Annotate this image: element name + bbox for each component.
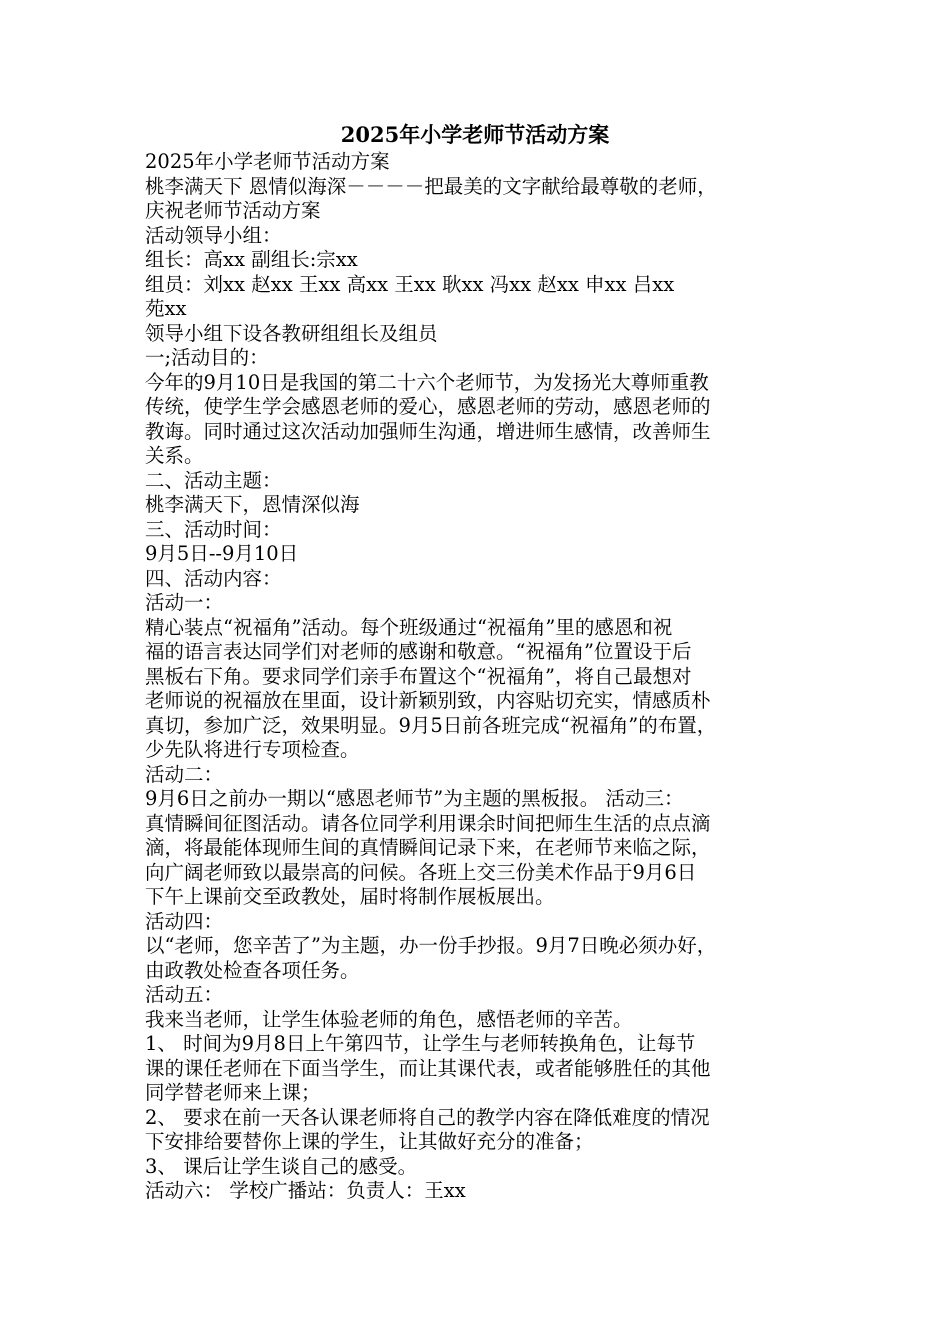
document-line: 教诲。同时通过这次活动加强师生沟通，增进师生感情，改善师生 bbox=[145, 419, 711, 443]
document-line: 1、 时间为9月8日上午第四节，让学生与老师转换角色，让每节 bbox=[145, 1032, 696, 1055]
document-line: 2、 要求在前一天各认课老师将自己的教学内容在降低难度的情况 bbox=[145, 1105, 710, 1129]
document-line: 9月6日之前办一期以“感恩老师节”为主题的黑板报。 活动三： bbox=[145, 787, 684, 810]
document-line: 苑xx bbox=[145, 297, 187, 320]
document-line: 组员：刘xx 赵xx 王xx 高xx 王xx 耿xx 冯xx 赵xx 申xx 吕xx bbox=[145, 272, 675, 296]
document-title: 2025年小学老师节活动方案 bbox=[340, 122, 610, 147]
document-line: 组长：高xx 副组长:宗xx bbox=[145, 248, 358, 271]
document-line: 我来当老师，让学生体验老师的角色，感悟老师的辛苦。 bbox=[145, 1007, 633, 1031]
document-line: 真切，参加广泛，效果明显。9月5日前各班完成“祝福角”的布置， bbox=[145, 713, 717, 737]
document-line: 三、活动时间： bbox=[145, 517, 282, 541]
document-line: 活动领导小组： bbox=[145, 223, 282, 247]
document-line: 二、活动主题： bbox=[145, 468, 282, 492]
document-line: 活动四： bbox=[145, 909, 224, 933]
document-line: 向广阔老师致以最崇高的问候。各班上交三份美术作品于9月6日 bbox=[145, 860, 697, 884]
document-line: 领导小组下设各教研组组长及组员 bbox=[145, 321, 438, 345]
document-line: 下安排给要替你上课的学生，让其做好充分的准备； bbox=[145, 1130, 594, 1153]
document-line: 真情瞬间征图活动。请各位同学利用课余时间把师生生活的点点滴 bbox=[145, 811, 711, 835]
document-line: 一;活动目的： bbox=[145, 346, 269, 369]
document-line: 课的课任老师在下面当学生，而让其课代表，或者能够胜任的其他 bbox=[145, 1056, 711, 1080]
document-line: 桃李满天下，恩情深似海 bbox=[145, 493, 360, 516]
document-line: 滴，将最能体现师生间的真情瞬间记录下来，在老师节来临之际， bbox=[145, 836, 711, 859]
document-line: 精心装点“祝福角”活动。每个班级通过“祝福角”里的感恩和祝 bbox=[145, 615, 673, 639]
document-line: 关系。 bbox=[145, 444, 204, 467]
document-line: 黑板右下角。要求同学们亲手布置这个“祝福角”，将自己最想对 bbox=[145, 664, 692, 688]
document-line: 桃李满天下 恩情似海深－－－－把最美的文字献给最尊敬的老师， bbox=[145, 174, 717, 198]
document-line: 四、活动内容： bbox=[145, 566, 282, 590]
document-body bbox=[145, 150, 825, 1204]
document-line: 以“老师，您辛苦了”为主题，办一份手抄报。9月7日晚必须办好， bbox=[145, 934, 717, 957]
document-line: 活动一： bbox=[145, 591, 224, 614]
document-line: 今年的9月10日是我国的第二十六个老师节，为发扬光大尊师重教 bbox=[145, 370, 709, 394]
document-line: 由政教处检查各项任务。 bbox=[145, 958, 360, 982]
document-line: 少先队将进行专项检查。 bbox=[145, 738, 360, 761]
document-line: 同学替老师来上课； bbox=[145, 1081, 321, 1104]
document-line: 3、 课后让学生谈自己的感受。 bbox=[145, 1154, 418, 1178]
document-line: 传统，使学生学会感恩老师的爱心，感恩老师的劳动，感恩老师的 bbox=[145, 395, 711, 418]
document-line: 活动五： bbox=[145, 983, 224, 1006]
document-line: 老师说的祝福放在里面，设计新颖别致，内容贴切充实，情感质朴 bbox=[145, 689, 711, 712]
document-line: 9月5日--9月10日 bbox=[145, 542, 299, 565]
document-line: 福的语言表达同学们对老师的感谢和敬意。“祝福角”位置设于后 bbox=[145, 640, 692, 663]
document-line: 活动六： 学校广播站：负责人：王xx bbox=[145, 1179, 466, 1202]
document-line: 庆祝老师节活动方案 bbox=[145, 199, 321, 222]
document-line: 活动二： bbox=[145, 762, 224, 786]
document-line: 2025年小学老师节活动方案 bbox=[145, 150, 390, 173]
document-line: 下午上课前交至政教处，届时将制作展板展出。 bbox=[145, 885, 555, 908]
